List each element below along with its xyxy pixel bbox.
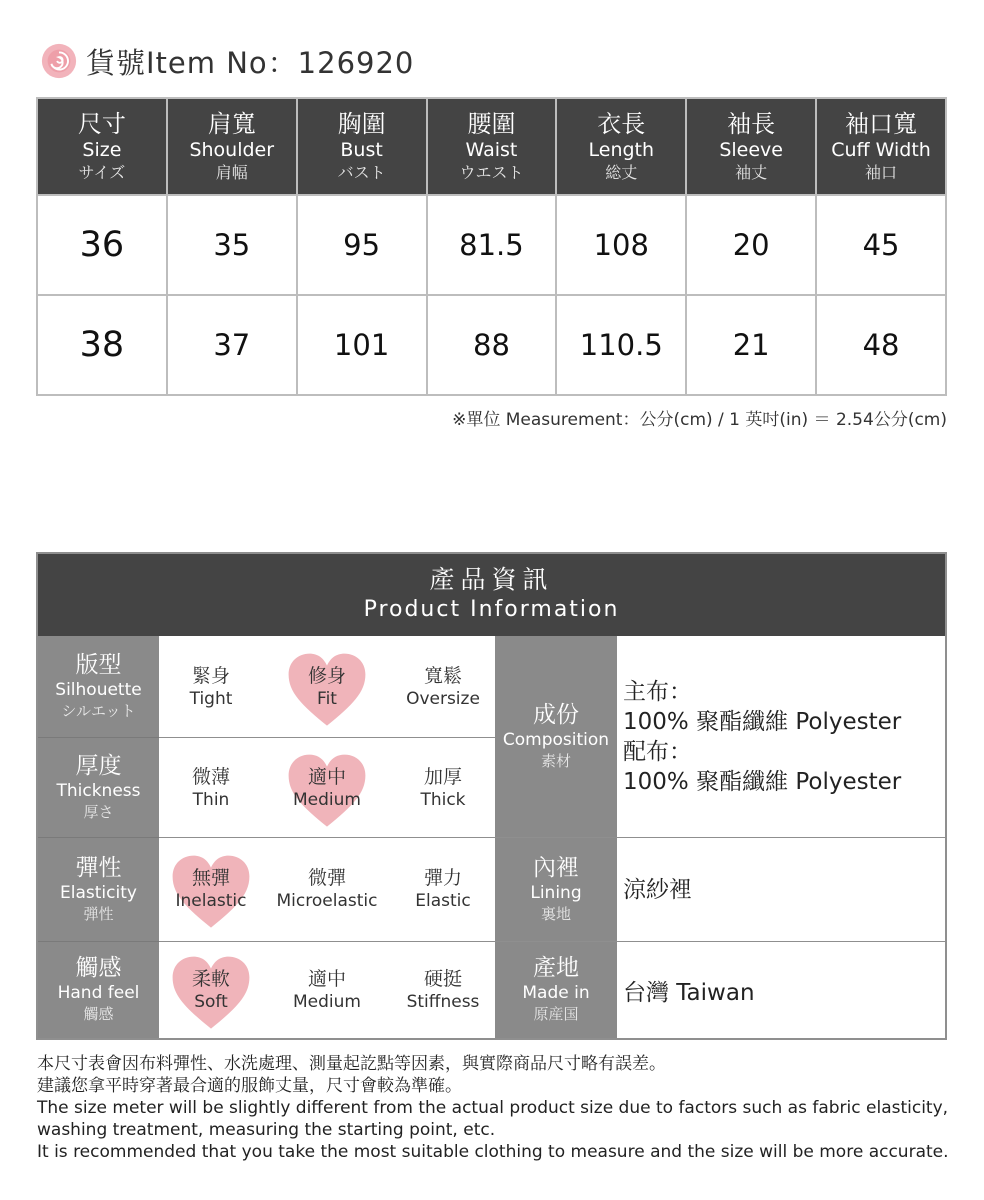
- divider: [159, 737, 495, 738]
- table-cell: 45: [816, 195, 946, 295]
- composition-value: 主布： 100% 聚酯纖維 Polyester 配布： 100% 聚酯纖維 Polyester: [623, 679, 902, 795]
- category-made-in: 產地 Made in 原産国: [495, 942, 617, 1038]
- option-soft-selected: 柔軟 Soft: [156, 949, 266, 1031]
- item-number-header: [40, 42, 414, 80]
- table-cell: 110.5: [556, 295, 686, 395]
- table-cell: 36: [37, 195, 167, 295]
- option-fit-selected: 修身 Fit: [272, 646, 382, 728]
- table-cell: 88: [427, 295, 557, 395]
- header-waist: 腰圍 Waist ウエスト: [427, 98, 557, 195]
- option-elastic: 彈力 Elastic: [415, 866, 471, 911]
- option-inelastic-selected: 無彈 Inelastic: [156, 848, 266, 930]
- header-size: 尺寸 Size サイズ: [37, 98, 167, 195]
- table-cell: 21: [686, 295, 816, 395]
- table-cell: 108: [556, 195, 686, 295]
- table-cell: 95: [297, 195, 427, 295]
- category-thickness: 厚度 Thickness 厚さ: [38, 737, 159, 837]
- header-length: 衣長 Length 総丈: [556, 98, 686, 195]
- product-info-title: [38, 554, 945, 636]
- header-cuff-width: 袖口寬 Cuff Width 袖口: [816, 98, 946, 195]
- product-info-title-en: Product Information: [363, 597, 620, 622]
- item-number-label: 貨號Item No：126920: [86, 45, 415, 80]
- option-thick: 加厚 Thick: [420, 765, 466, 810]
- table-cell: 48: [816, 295, 946, 395]
- table-cell: 101: [297, 295, 427, 395]
- table-cell: 38: [37, 295, 167, 395]
- option-oversize: 寬鬆 Oversize: [406, 664, 480, 709]
- size-table-header-row: [37, 98, 946, 195]
- lining-value: 涼紗裡: [623, 877, 692, 903]
- header-sleeve: 袖長 Sleeve 袖丈: [686, 98, 816, 195]
- option-tight: 緊身 Tight: [189, 664, 233, 709]
- option-stiffness: 硬挺 Stiffness: [406, 967, 480, 1012]
- product-info-title-zh: 產品資訊: [429, 565, 554, 594]
- rose-icon: [40, 42, 78, 80]
- product-info-panel: [36, 552, 947, 1040]
- category-hand-feel: 觸感 Hand feel 觸感: [38, 941, 159, 1038]
- table-row: [37, 195, 946, 295]
- category-lining: 內裡 Lining 裏地: [495, 838, 617, 941]
- table-cell: 35: [167, 195, 297, 295]
- origin-value: 台灣 Taiwan: [623, 980, 755, 1006]
- category-silhouette: 版型 Silhouette シルエット: [38, 636, 159, 737]
- category-elasticity: 彈性 Elasticity 弾性: [38, 837, 159, 941]
- size-table: [36, 97, 947, 396]
- table-cell: 81.5: [427, 195, 557, 295]
- table-row: [37, 295, 946, 395]
- option-medium-selected: 適中 Medium: [272, 747, 382, 829]
- header-shoulder: 肩寬 Shoulder 肩幅: [167, 98, 297, 195]
- option-microelastic: 微彈 Microelastic: [276, 866, 378, 911]
- table-cell: 20: [686, 195, 816, 295]
- measurement-note: ※單位 Measurement：公分(cm) / 1 英吋(in) ＝ 2.54公分(cm): [452, 410, 947, 430]
- option-medium: 適中 Medium: [293, 967, 361, 1012]
- option-thin: 微薄 Thin: [191, 765, 230, 810]
- disclaimer: 本尺寸表會因布料彈性、水洗處理、測量起訖點等因素，與實際商品尺寸略有誤差。 建議您拿平時穿著最合適的服飾丈量，尺寸會較為準確。 The size meter will be slightly different from the actual product size due to factors such as fabric elasticity, washing treatment, measuring the starting point, etc. It is recommended that you take the most suitable clothing to measure and the size will be more accurate.: [37, 1054, 949, 1162]
- header-bust: 胸圍 Bust バスト: [297, 98, 427, 195]
- table-cell: 37: [167, 295, 297, 395]
- category-composition: 成份 Composition 素材: [495, 636, 617, 837]
